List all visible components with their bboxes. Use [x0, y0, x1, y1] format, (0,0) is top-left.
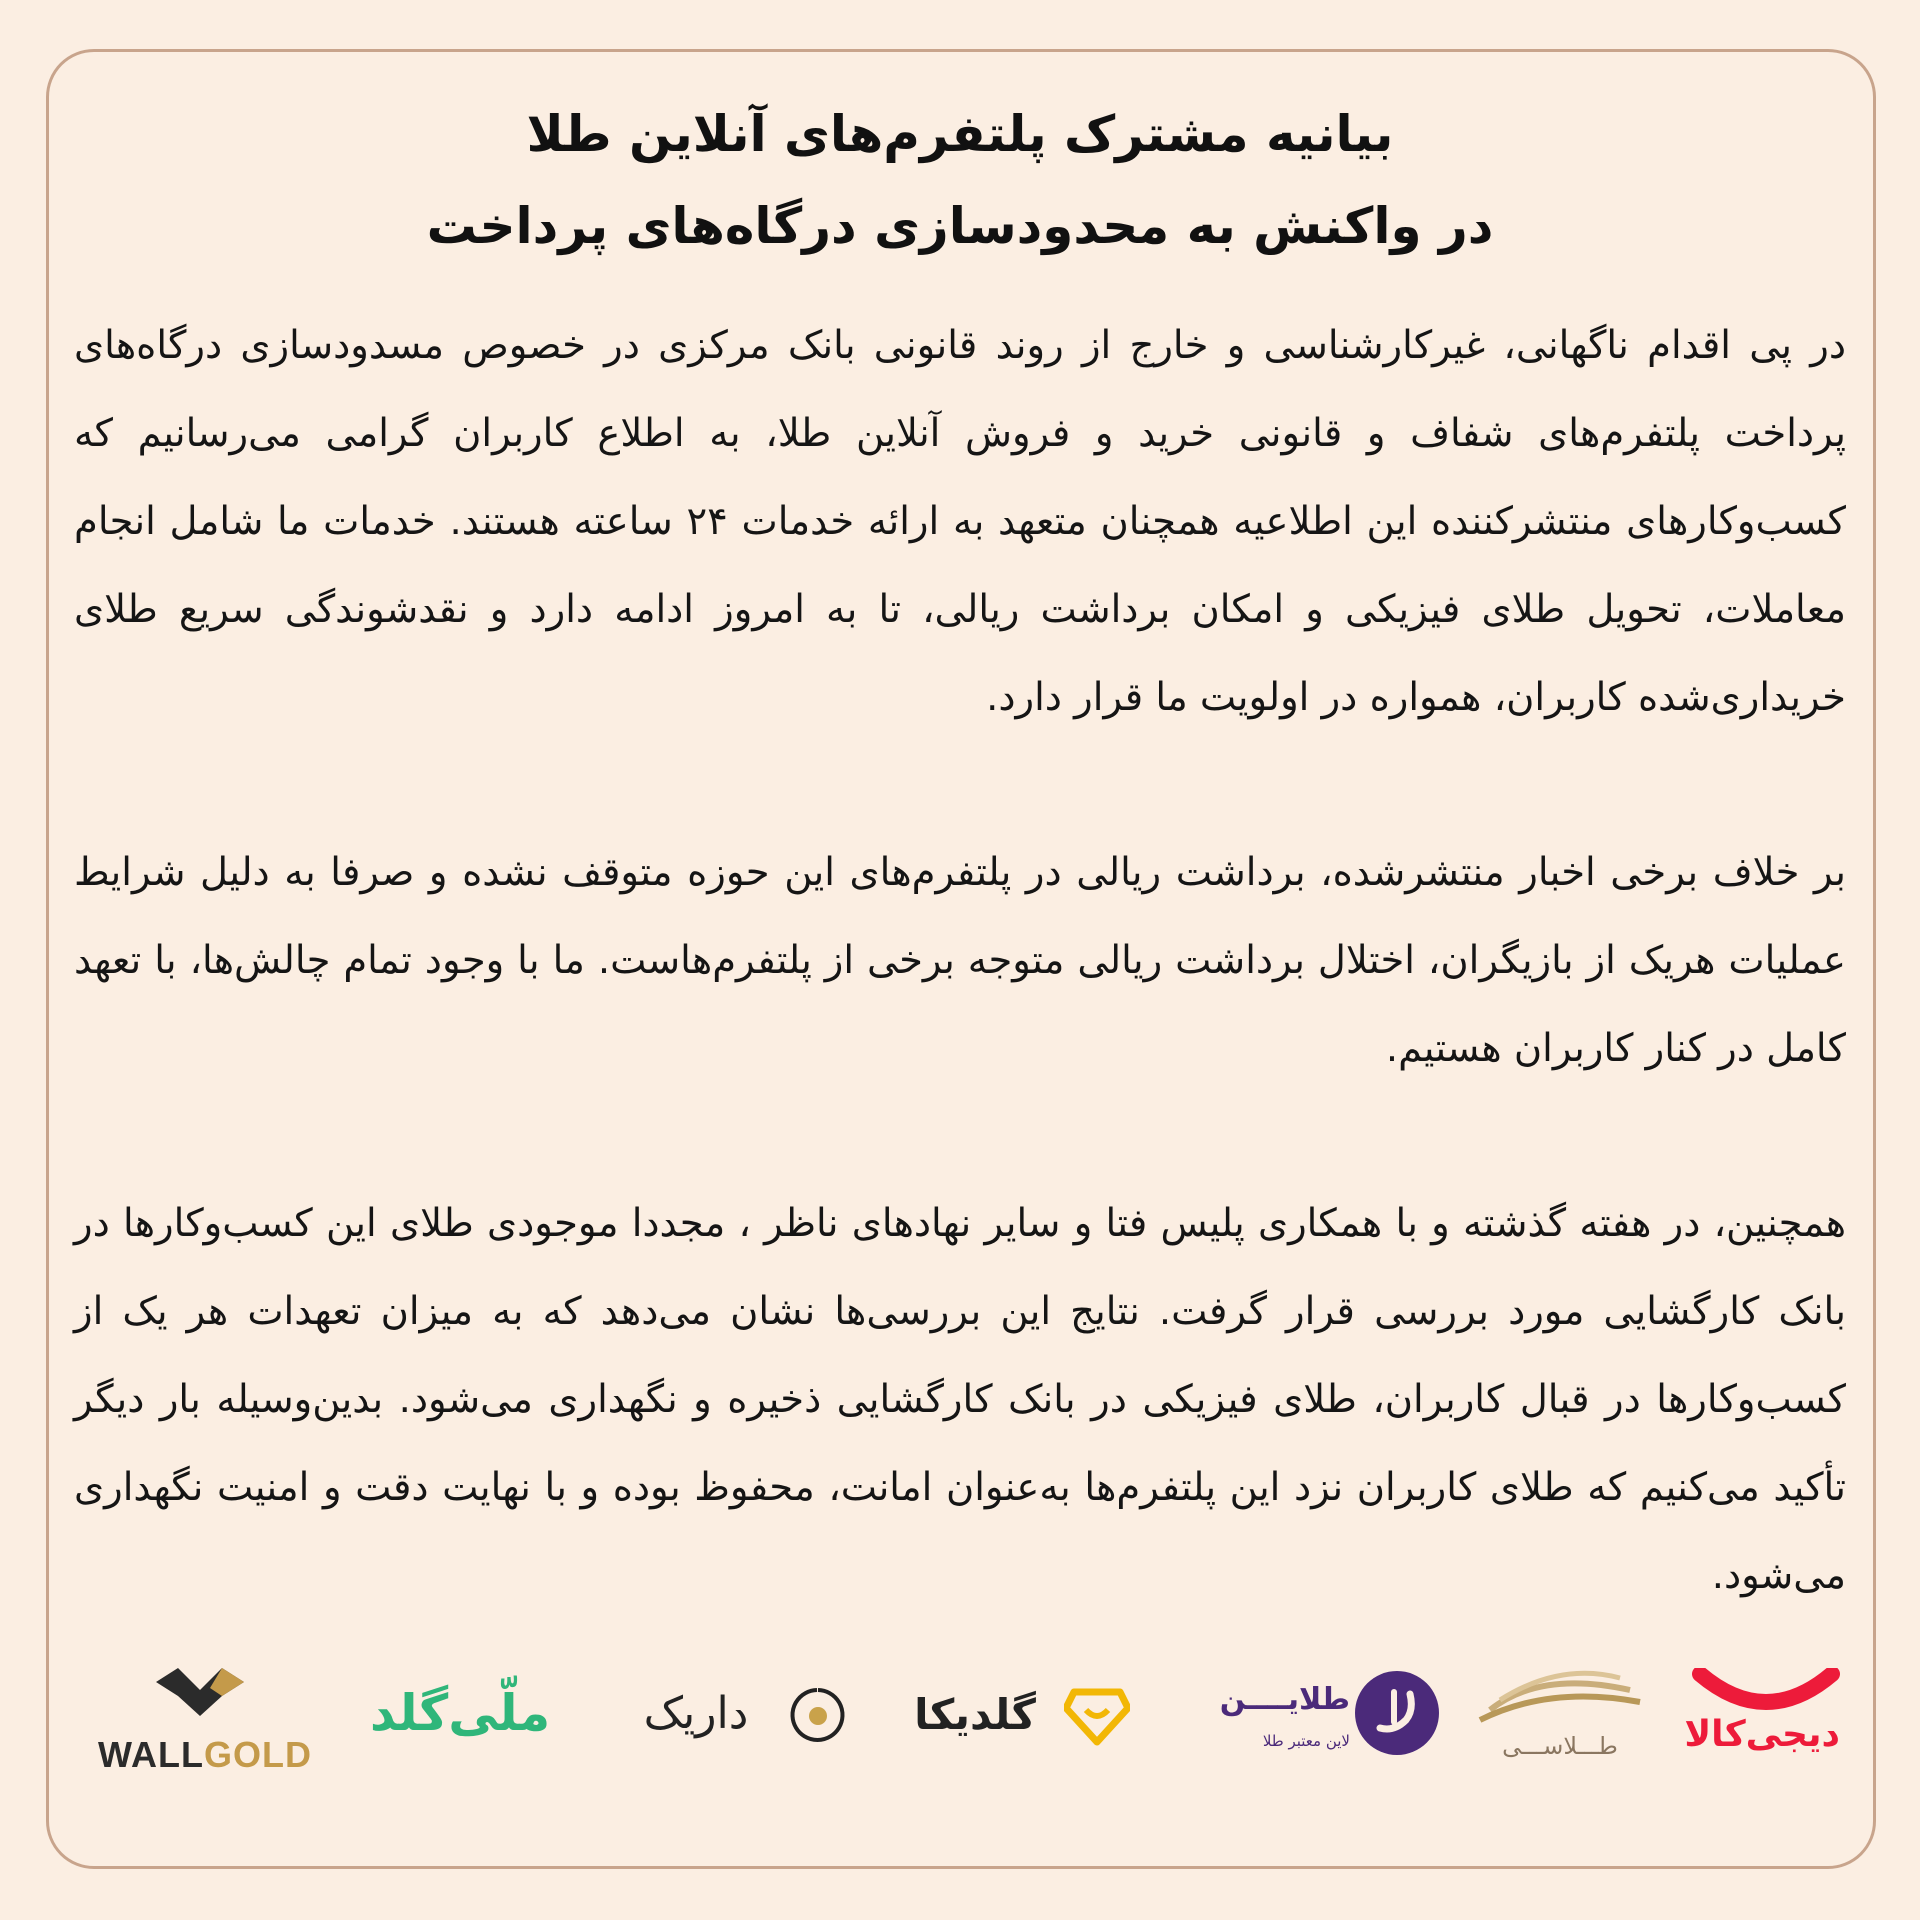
talayn-emblem-icon	[1354, 1670, 1440, 1756]
wallgold-wordmark	[80, 1734, 330, 1776]
paragraph-2: بر خلاف برخی اخبار منتشرشده، برداشت ریالی در پلتفرم‌های این حوزه متوقف نشده و صرفا به دلیل شرایط عملیات هریک از بازیگران، اختلال برداشت ریالی متوجه برخی از پلتفرم‌هاست. ما با وجود تمام چالش‌ها، با تعهد کامل در کنار کاربران هستیم.	[74, 850, 1846, 1071]
partner-logos	[0, 1650, 1920, 1800]
talasi-waves-icon	[1470, 1660, 1650, 1730]
goldika-gem-icon	[1064, 1686, 1130, 1746]
wallgold-wordmark-wall: WALL	[98, 1734, 204, 1775]
darik-logo	[606, 1680, 846, 1760]
darik-emblem-icon	[790, 1686, 846, 1746]
talayn-logo	[1190, 1666, 1440, 1766]
talasi-logo	[1470, 1660, 1650, 1770]
wallgold-logo	[80, 1662, 330, 1775]
statement-body	[74, 302, 1846, 1620]
talayn-wordmark: طلایــــن	[1219, 1682, 1350, 1717]
title-line-1: بیانیه مشترک پلتفرم‌های آنلاین طلا	[526, 105, 1394, 163]
digikala-smile-icon	[1692, 1668, 1840, 1716]
talayn-tagline: لاین معتبر طلا	[1262, 1732, 1350, 1750]
goldika-logo	[890, 1680, 1130, 1760]
goldika-wordmark: گلدیکا	[914, 1690, 1036, 1739]
darik-wordmark: داریک	[643, 1688, 749, 1739]
talasi-wordmark: طـــلاســـی	[1502, 1732, 1618, 1760]
wallgold-mark-icon	[150, 1662, 260, 1726]
title-line-2: در واکنش به محدودسازی درگاه‌های پرداخت	[426, 197, 1494, 255]
statement-title	[120, 88, 1800, 272]
wallgold-wordmark-gold: GOLD	[203, 1734, 312, 1775]
digikala-wordmark: دیجی‌کالا	[1684, 1714, 1840, 1755]
melli-gold-wordmark: ملّی‌گلد	[369, 1684, 551, 1742]
melli-gold-logo	[350, 1676, 570, 1766]
paragraph-3: همچنین، در هفته گذشته و با همکاری پلیس فتا و سایر نهادهای ناظر ، مجددا موجودی طلای این کسب‌وکارها در بانک کارگشایی مورد بررسی قرار گرفت. نتایج این بررسی‌ها نشان می‌دهد که به میزان تعهدات هر یک از کسب‌وکارها در قبال کاربران، طلای فیزیکی در بانک کارگشایی ذخیره و نگهداری می‌شود. بدین‌وسیله بار دیگر تأکید می‌کنیم که طلای کاربران نزد این پلتفرم‌ها به‌عنوان امانت، محفوظ بوده و با نهایت دقت و امنیت نگهداری می‌شود.	[74, 1201, 1846, 1598]
digikala-logo	[1684, 1668, 1840, 1768]
paragraph-1: در پی اقدام ناگهانی، غیرکارشناسی و خارج از روند قانونی بانک مرکزی در خصوص مسدودسازی درگاه‌های پرداخت پلتفرم‌های شفاف و قانونی خرید و فروش آنلاین طلا، به اطلاع کاربران گرامی می‌رسانیم که کسب‌وکارهای منتشرکننده این اطلاعیه همچنان متعهد به ارائه خدمات ۲۴ ساعته هستند. خدمات ما شامل انجام معاملات، تحویل طلای فیزیکی و امکان برداشت ریالی، تا به امروز ادامه دارد و نقدشوندگی سریع طلای خریداری‌شده کاربران، همواره در اولویت ما قرار دارد.	[74, 323, 1846, 720]
